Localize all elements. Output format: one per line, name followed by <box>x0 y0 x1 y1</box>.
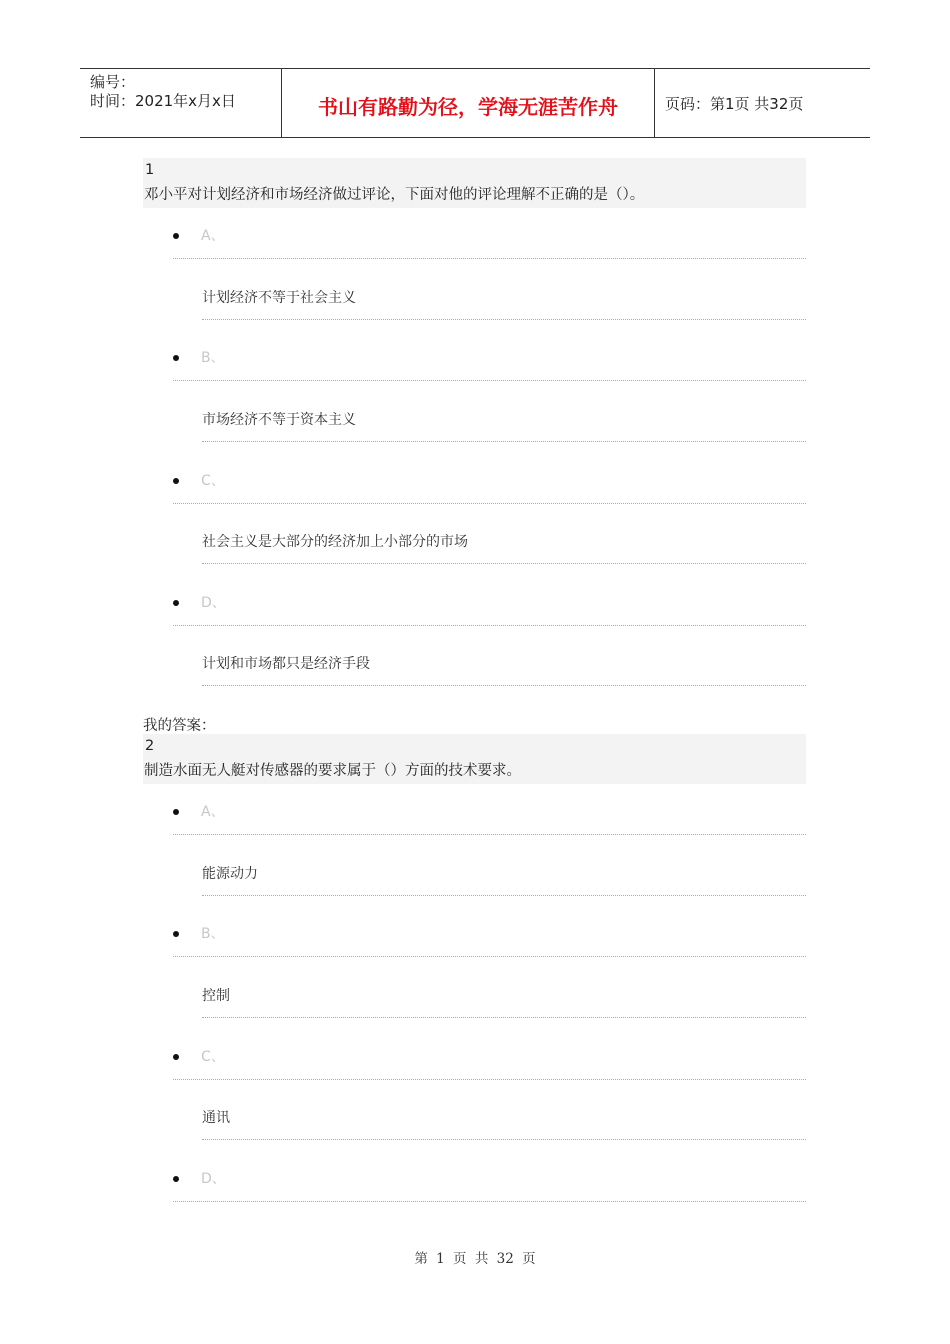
option-a-text: 计划经济不等于社会主义 <box>202 287 806 320</box>
option-d-text: 计划和市场都只是经济手段 <box>202 653 806 686</box>
option-letter: C、 <box>201 473 225 489</box>
time-label: 时间：2021年x月x日 <box>90 92 236 110</box>
option-c-label[interactable] <box>173 470 806 504</box>
bullet-icon <box>173 478 179 484</box>
bullet-icon <box>173 931 179 937</box>
page-footer: 第 1 页 共 32 页 <box>414 1251 536 1267</box>
header-meta-cell <box>80 69 282 137</box>
option-letter: B、 <box>201 926 225 942</box>
option-b-label[interactable] <box>173 347 806 381</box>
document-header <box>80 68 870 138</box>
option-letter: D、 <box>201 1171 226 1187</box>
option-letter: D、 <box>201 595 226 611</box>
question-stem: 制造水面无人艇对传感器的要求属于（）方面的技术要求。 <box>144 763 521 779</box>
option-b-text: 市场经济不等于资本主义 <box>202 409 806 442</box>
option-letter: A、 <box>201 228 225 244</box>
option-c-label[interactable] <box>173 1046 806 1080</box>
page-info: 页码：第1页 共32页 <box>665 95 804 113</box>
question-2-header <box>143 734 806 784</box>
header-motto-cell <box>282 69 655 137</box>
question-1-header <box>143 158 806 208</box>
option-b-label[interactable] <box>173 923 806 957</box>
bullet-icon <box>173 233 179 239</box>
option-letter: A、 <box>201 804 225 820</box>
option-a-label[interactable] <box>173 225 806 259</box>
question-stem: 邓小平对计划经济和市场经济做过评论，下面对他的评论理解不正确的是（）。 <box>144 187 645 203</box>
my-answer-label: 我的答案： <box>143 718 216 734</box>
bullet-icon <box>173 1176 179 1182</box>
bullet-icon <box>173 600 179 606</box>
bullet-icon <box>173 809 179 815</box>
option-c-text: 社会主义是大部分的经济加上小部分的市场 <box>202 531 806 564</box>
option-letter: B、 <box>201 350 225 366</box>
bullet-icon <box>173 355 179 361</box>
option-letter: C、 <box>201 1049 225 1065</box>
serial-label: 编号： <box>90 73 136 91</box>
question-number: 1 <box>145 162 155 178</box>
option-d-label[interactable] <box>173 1168 806 1202</box>
option-a-text: 能源动力 <box>202 863 806 896</box>
bullet-icon <box>173 1054 179 1060</box>
option-a-label[interactable] <box>173 801 806 835</box>
option-d-label[interactable] <box>173 592 806 626</box>
motto-text: 书山有路勤为径，学海无涯苦作舟 <box>318 95 618 119</box>
option-b-text: 控制 <box>202 985 806 1018</box>
option-c-text: 通讯 <box>202 1107 806 1140</box>
question-number: 2 <box>145 738 155 754</box>
